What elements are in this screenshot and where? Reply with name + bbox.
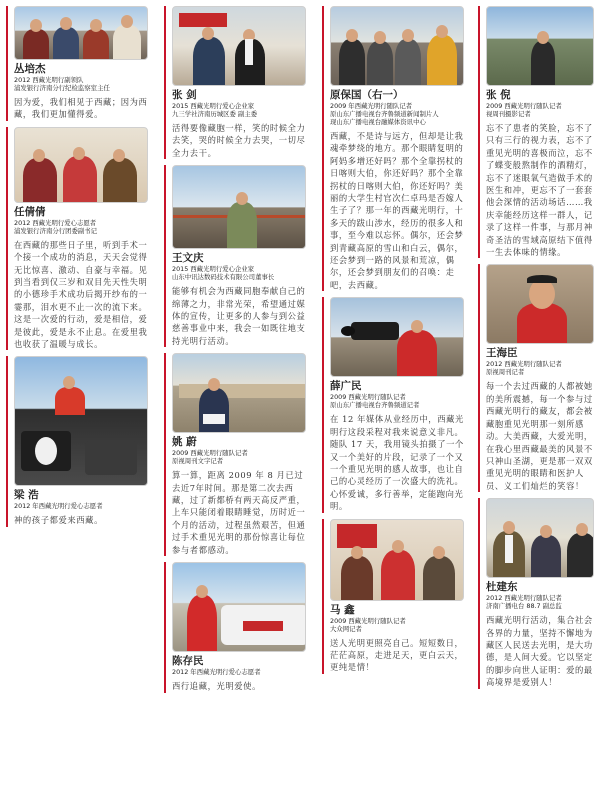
profile-card [478,6,594,258]
profile-name: 梁 浩 [14,489,39,502]
profile-name: 姚 蔚 [172,436,197,449]
profile-quote: 西藏，不是诗与远方，但却是让我魂牵梦绕的地方。那个眼睛复明的阿妈多增还好吗？那个全靠拐杖的日喀则大伯，你还好吗？那个全靠拐杖的日喀则大伯，你还好吗？美丽的大学生村官次仁卓玛是否嫁人生子了？那一年的西藏光明行，十多天的跋山涉水，经历的很多人和事，至今难以忘怀。偶尔，还会梦到青藏高原的雪山和白云，偶尔，还会梦到一路的风景和荒凉，偶尔，还会梦到朋友们的召唤：走吧，去西藏。 [330,131,464,290]
profile-role: 原视周刊记者 [486,368,525,377]
profile-card [164,562,306,692]
profile-photo [14,127,148,203]
profile-role: 大众网记者 [330,624,362,633]
profile-role: 2015 西藏光明行爱心企业家 [172,265,255,274]
profile-role: 2012 西藏光明行爱心志愿者 [14,218,97,227]
profile-photo [486,264,594,344]
profile-quote: 西行追藏，光明爱使。 [172,681,261,692]
profile-card [164,165,306,347]
profile-card [322,297,464,512]
profile-photo [330,297,464,377]
profile-card [6,127,148,351]
profile-role: 2012 西藏光明行副领队 [14,76,84,84]
profile-role: 原视周刊文字记者 [172,457,224,466]
profile-role: 济南广播电台 88.7 副总监 [486,602,562,611]
profile-photo [172,353,306,433]
profile-card [6,6,148,121]
profile-quote: 在 12 年媒体从业经历中，西藏光明行这段采程对我来说意义非凡。随队 17 天，我用镜头拍摄了一个又一个美好的片段，记录了一个又一个重见光明的感人故事，也让自己的心灵经历了一次盛大的洗礼。 心怀爱诚，多行善举，定能跑向光明。 [330,414,464,512]
profile-quote: 神的孩子都爱来西藏。 [14,515,103,526]
profile-photo [486,6,594,86]
profile-role: 2009 西藏光明行随队记者 [330,393,406,402]
profile-card [322,6,464,291]
profile-role: 2009 年西藏光明行随队记者 [330,102,413,110]
profile-card [322,519,464,674]
profile-role: 2012 年西藏光明行爱心志愿者 [14,502,103,511]
profile-photo [486,498,594,578]
profile-card [164,353,306,556]
profile-card [6,356,148,526]
profile-name: 杜建东 [486,581,518,594]
profile-quote: 每一个去过西藏的人都被她的美所震撼，每一个参与过西藏光明行的藏友，都会被藏胞重见光明那一刻所感动。大美西藏，大爱光明，在我心里西藏最美的风景不只神山圣湖，更是那一双双重见光明的眼睛和医护人员、义工们灿烂的笑容！ [486,381,593,491]
profile-role: 2012 西藏光明行随队记者 [486,360,562,369]
profile-photo [172,165,306,249]
profile-role: 山东中讯达数码技术有限公司董事长 [172,273,275,282]
profile-photo [14,6,148,60]
profile-name: 张 剑 [172,89,197,101]
profile-name: 丛培杰 [14,63,46,75]
profile-role: 2009 西藏光明行随队记者 [172,449,248,458]
profile-role: 原山东广播电视台齐鲁频道记者 [330,401,420,410]
column-1 [6,6,148,533]
profile-quote: 能够有机会为西藏同胞奉献自己的绵薄之力，非常光荣，希望通过媒体的宣传，让更多的人参与到公益慈善事业中来，我会一如既往地支持光明行活动。 [172,286,306,346]
profile-quote: 忘不了患者的笑脸，忘不了只有三行的视力表，忘不了重见光明的喜极而泣，忘不了蝶变般熬制作的酒精灯，忘不了迷眼氧气造做手术的医生和冲，更忘不了一套套他会深情的活动场话……我庆幸能经历这样一群人，记录了这样一件事，与那月神奇圣洁的雪域高原结下值得一生去体味的情缘。 [486,123,593,258]
profile-quote: 算一算，距离 2009 年 8 月已过去近7年时间。那是第二次去西藏，过了新都桥有两天高反严重，上车只能闭着眼睛睡觉，历时近一个月的活动，过程虽然艰苦，但通过手术重见光明的那份惊喜让每位参与者都感动。 [172,470,306,555]
profile-name: 张 倪 [486,89,511,101]
profile-photo [14,356,148,486]
profile-role: 浦发银行济南分行纪检监察室主任 [14,84,110,92]
profile-photo [172,6,306,86]
profile-role: 视周刊摄影记者 [486,110,531,118]
profile-card [478,498,594,688]
profile-name: 陈存民 [172,655,204,668]
profile-card [478,264,594,492]
profile-name: 王文庆 [172,252,204,265]
profile-role: 现山东广播电视台融媒体资讯中心 [330,118,426,126]
column-2 [164,6,306,699]
profile-card [164,6,306,159]
profile-quote: 在西藏的那些日子里，听到手术一个接一个成功的消息，天天会觉得无比惊喜、激动、自豪与幸福。见到当看到仅三岁和双目先天性失明的小德珍手术成功后揭开纱布的一霎那，泪水更不止一次的流下来。这是一次爱的行动，爱是相信，爱是彼此，爱是永不止息。在爱里我也收获了温暖与成长。 [14,239,148,350]
profile-role: 2009 西藏光明行随队记者 [486,102,562,110]
profile-quote: 送人光明更照亮自己。短短数日，茫茫高原，走进足天，更白云天，更纯是情！ [330,637,464,673]
profile-quote: 因为爱，我们相见于西藏；因为西藏，我们更加懂得爱。 [14,97,148,120]
column-4 [478,6,594,695]
profile-quote: 活得要像藏胞一样，笑的时候全力去笑，哭的时候全力去哭，一切尽全力去干。 [172,123,306,158]
profile-name: 任倩倩 [14,205,46,218]
profile-role: 九三学社济南历城区委 副主委 [172,110,258,118]
profile-name: 马 鑫 [330,603,355,616]
profile-name: 原保国（右一） [330,89,404,101]
profile-role: 2012 年西藏光明行爱心志愿者 [172,668,261,677]
profile-photo [172,562,306,652]
profile-photo [330,6,464,86]
profile-role: 原山东广播电视台齐鲁频道新闻制片人 [330,110,439,118]
profile-quote: 西藏光明行活动，集合社会各界的力量，坚持不懈地为藏区人民送去光明，是大功德，是人间大爱。它以坚定的脚步向世人证明：爱的最高境界是爱别人！ [486,615,593,688]
profile-role: 2015 西藏光明行爱心企业家 [172,102,255,110]
profile-role: 2009 西藏光明行随队记者 [330,616,406,625]
profile-name: 薛广民 [330,380,362,393]
profile-role: 2012 西藏光明行随队记者 [486,594,562,603]
column-3 [322,6,464,680]
profile-name: 王海臣 [486,347,518,360]
profile-photo [330,519,464,601]
profile-role: 浦发银行济南分行团委副书记 [14,226,98,235]
